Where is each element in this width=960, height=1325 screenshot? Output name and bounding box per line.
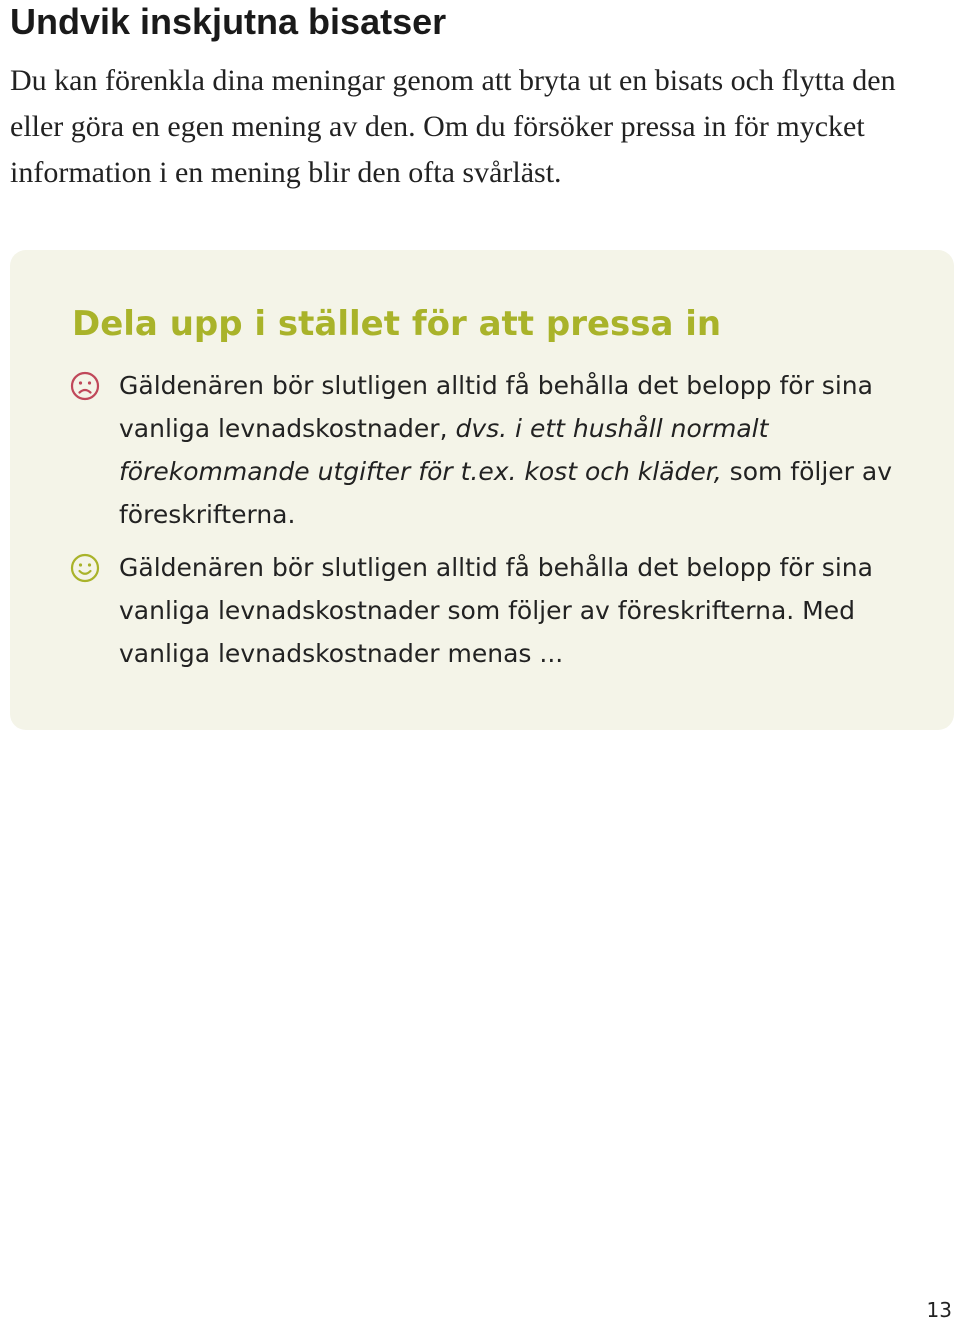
bad-example-text-end: som följer av föreskrifterna. (119, 457, 892, 529)
good-example-text: Gäldenären bör slutligen alltid få behålla det belopp för sina vanliga levnadskostnader som följer av föreskrifterna. Med vanliga levnadskostnader menas ... (119, 553, 873, 668)
page-number: 13 (926, 1298, 952, 1322)
bad-example-text-italic: dvs. i ett hushåll normalt förekommande utgifter för t.ex. kost och kläder, (119, 414, 769, 486)
intro-paragraph: Du kan förenkla dina meningar genom att bryta ut en bisats och flytta den eller göra en egen mening av den. Om du försöker pressa in för mycket information i en mening blir den ofta svårläst. (10, 64, 896, 189)
bad-example-text (119, 364, 899, 536)
example-box (10, 250, 954, 730)
bad-example-text-start: Gäldenären bör slutligen alltid få behålla det belopp för sina vanliga levnadskostnader, (119, 371, 873, 443)
example-box-title: Dela upp i stället för att pressa in (72, 304, 722, 344)
sad-face-icon (70, 371, 100, 401)
section-heading: Undvik inskjutna bisatser (10, 1, 447, 42)
happy-face-icon (70, 553, 100, 583)
